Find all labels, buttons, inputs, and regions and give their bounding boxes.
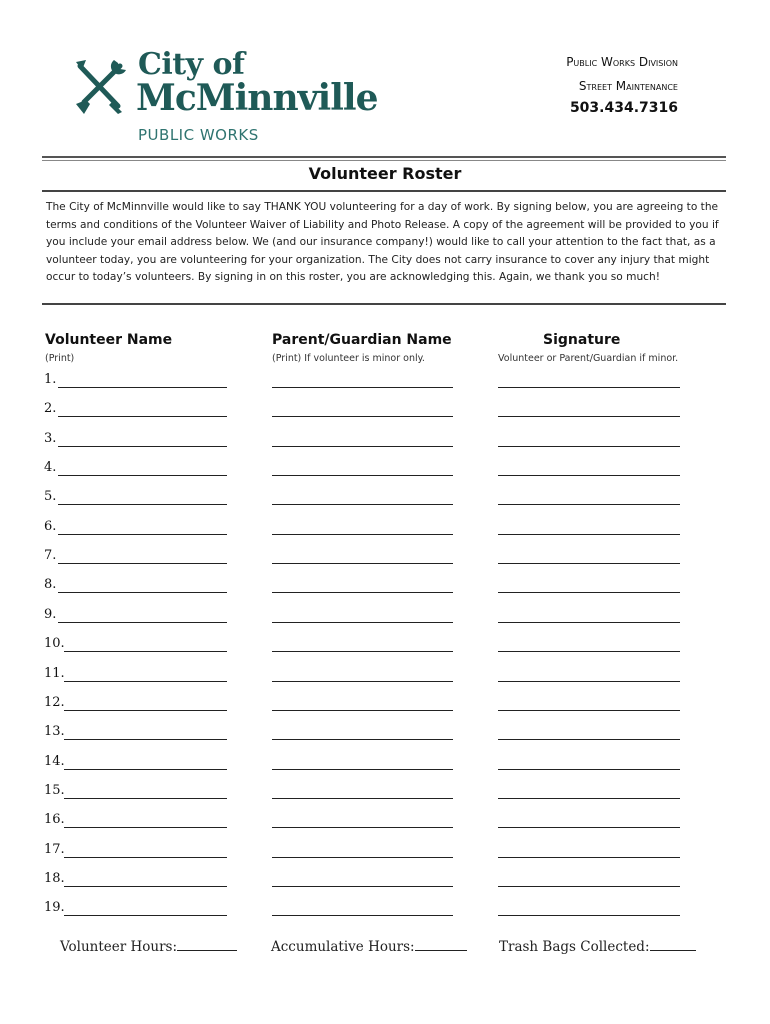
row-number: 12. [44, 695, 65, 710]
signature-line[interactable] [498, 622, 680, 623]
volunteer-name-line[interactable] [64, 651, 227, 652]
volunteer-name-line[interactable] [64, 827, 227, 828]
accumulative-hours-blank[interactable] [415, 938, 467, 951]
logo-name-text: McMinnville [136, 77, 378, 119]
row-number: 15. [44, 783, 65, 798]
volunteer-hours-blank[interactable] [177, 938, 237, 951]
row-number: 18. [44, 871, 65, 886]
row-number: 17. [44, 842, 65, 857]
row-number: 9. [44, 607, 57, 622]
volunteer-name-line[interactable] [58, 563, 227, 564]
volunteer-name-line[interactable] [58, 622, 227, 623]
guardian-name-line[interactable] [272, 886, 453, 887]
row-number: 5. [44, 489, 57, 504]
volunteer-name-line[interactable] [58, 592, 227, 593]
accumulative-hours-label: Accumulative Hours: [271, 939, 415, 955]
volunteer-name-line[interactable] [64, 710, 227, 711]
section-label: Street Maintenance [578, 79, 678, 93]
guardian-name-line[interactable] [272, 592, 453, 593]
volunteer-name-line[interactable] [64, 886, 227, 887]
volunteer-name-line[interactable] [58, 446, 227, 447]
trash-bags-label: Trash Bags Collected: [499, 939, 650, 955]
guardian-name-line[interactable] [272, 504, 453, 505]
logo-dept-text: PUBLIC WORKS [138, 126, 259, 144]
signature-line[interactable] [498, 446, 680, 447]
volunteer-hours-label: Volunteer Hours: [60, 939, 178, 955]
guardian-name-line[interactable] [272, 798, 453, 799]
header-rule-thin [42, 160, 726, 161]
signature-line[interactable] [498, 563, 680, 564]
guardian-name-line[interactable] [272, 416, 453, 417]
guardian-name-line[interactable] [272, 739, 453, 740]
volunteer-name-line[interactable] [64, 681, 227, 682]
column-heading-guardian-name: Parent/Guardian Name [272, 332, 452, 348]
guardian-name-line[interactable] [272, 681, 453, 682]
signature-line[interactable] [498, 915, 680, 916]
row-number: 7. [44, 548, 57, 563]
signature-line[interactable] [498, 504, 680, 505]
trash-bags-blank[interactable] [650, 938, 696, 951]
signature-line[interactable] [498, 798, 680, 799]
signature-line[interactable] [498, 416, 680, 417]
column-note-guardian-name: (Print) If volunteer is minor only. [272, 353, 425, 364]
volunteer-name-line[interactable] [58, 387, 227, 388]
row-number: 4. [44, 460, 57, 475]
column-note-volunteer-name: (Print) [45, 353, 75, 364]
column-heading-volunteer-name: Volunteer Name [45, 332, 173, 348]
row-number: 2. [44, 401, 57, 416]
signature-line[interactable] [498, 681, 680, 682]
signature-line[interactable] [498, 592, 680, 593]
row-number: 10. [44, 636, 65, 651]
wrench-shovel-logo-icon [72, 58, 128, 116]
row-number: 14. [44, 754, 65, 769]
row-number: 6. [44, 519, 57, 534]
guardian-name-line[interactable] [272, 387, 453, 388]
volunteer-name-line[interactable] [58, 534, 227, 535]
intro-paragraph: The City of McMinnville would like to say THANK YOU volunteering for a day of work. By signing below, you are agreeing to the terms and conditions of the Volunteer Waiver of Liability and Photo Release. A copy of the agreement will be provided to you if you include your email address below. We (and our insurance company!) would like to call your attention to the fact that, as a volunteer today, you are volunteering for your organization. The City does not carry insurance to cover any injury that might occur to today’s volunteers. By signing in on this roster, you are acknowledging this. Again, we thank you so much! [46, 201, 719, 284]
volunteer-name-line[interactable] [64, 798, 227, 799]
guardian-name-line[interactable] [272, 622, 453, 623]
division-label: Public Works Division [566, 55, 678, 69]
signature-line[interactable] [498, 651, 680, 652]
header-rule [42, 156, 726, 158]
guardian-name-line[interactable] [272, 475, 453, 476]
volunteer-name-line[interactable] [64, 915, 227, 916]
signature-line[interactable] [498, 475, 680, 476]
row-number: 19. [44, 900, 65, 915]
signature-line[interactable] [498, 857, 680, 858]
signature-line[interactable] [498, 710, 680, 711]
guardian-name-line[interactable] [272, 563, 453, 564]
volunteer-name-line[interactable] [58, 504, 227, 505]
volunteer-name-line[interactable] [64, 739, 227, 740]
row-number: 1. [44, 372, 57, 387]
guardian-name-line[interactable] [272, 651, 453, 652]
row-number: 11. [44, 666, 65, 681]
signature-line[interactable] [498, 387, 680, 388]
guardian-name-line[interactable] [272, 827, 453, 828]
signature-line[interactable] [498, 739, 680, 740]
guardian-name-line[interactable] [272, 710, 453, 711]
guardian-name-line[interactable] [272, 857, 453, 858]
signature-line[interactable] [498, 827, 680, 828]
volunteer-name-line[interactable] [58, 475, 227, 476]
signature-line[interactable] [498, 534, 680, 535]
accumulative-hours-field[interactable] [271, 938, 467, 955]
row-number: 8. [44, 577, 57, 592]
volunteer-name-line[interactable] [58, 416, 227, 417]
title-rule [42, 190, 726, 192]
volunteer-name-line[interactable] [64, 769, 227, 770]
row-number: 3. [44, 431, 57, 446]
column-note-signature: Volunteer or Parent/Guardian if minor. [498, 353, 679, 364]
page-title: Volunteer Roster [308, 164, 462, 183]
volunteer-hours-field[interactable] [60, 938, 237, 955]
row-number: 16. [44, 812, 65, 827]
volunteer-name-line[interactable] [64, 857, 227, 858]
signature-line[interactable] [498, 769, 680, 770]
trash-bags-field[interactable] [499, 938, 696, 955]
guardian-name-line[interactable] [272, 915, 453, 916]
column-heading-signature: Signature [543, 332, 621, 348]
guardian-name-line[interactable] [272, 769, 453, 770]
row-number: 13. [44, 724, 65, 739]
signature-line[interactable] [498, 886, 680, 887]
guardian-name-line[interactable] [272, 534, 453, 535]
guardian-name-line[interactable] [272, 446, 453, 447]
phone-number: 503.434.7316 [569, 100, 678, 116]
intro-rule [42, 303, 726, 305]
logo-city-text: City of [138, 47, 245, 82]
